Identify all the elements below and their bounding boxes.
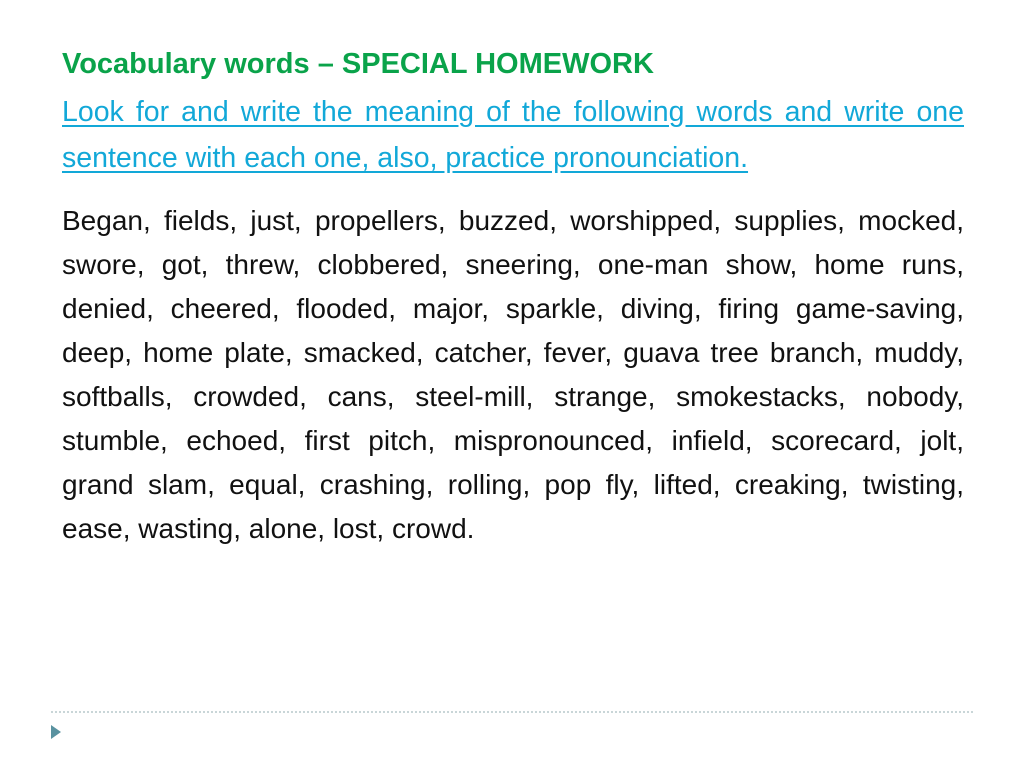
bottom-divider	[51, 711, 973, 713]
homework-instructions: Look for and write the meaning of the following words and write one sentence with each one, also, practice pronounciation.	[62, 96, 964, 174]
slide-content	[62, 44, 964, 551]
triangle-right-icon	[51, 725, 61, 739]
vocabulary-word-list: Began, fields, just, propellers, buzzed, worshipped, supplies, mocked, swore, got, threw, clobbered, sneering, one-man show, home runs, denied, cheered, flooded, major, sparkle, diving, firing game-saving, deep, home plate, smacked, catcher, fever, guava tree branch, muddy, softballs, crowded, cans, steel-mill, strange, smokestacks, nobody, stumble, echoed, first pitch, mispronounced, infield, scorecard, jolt, grand slam, equal, crashing, rolling, pop fly, lifted, creaking, twisting, ease, wasting, alone, lost, crowd.	[62, 205, 964, 544]
slide-title: Vocabulary words – SPECIAL HOMEWORK	[62, 48, 654, 80]
